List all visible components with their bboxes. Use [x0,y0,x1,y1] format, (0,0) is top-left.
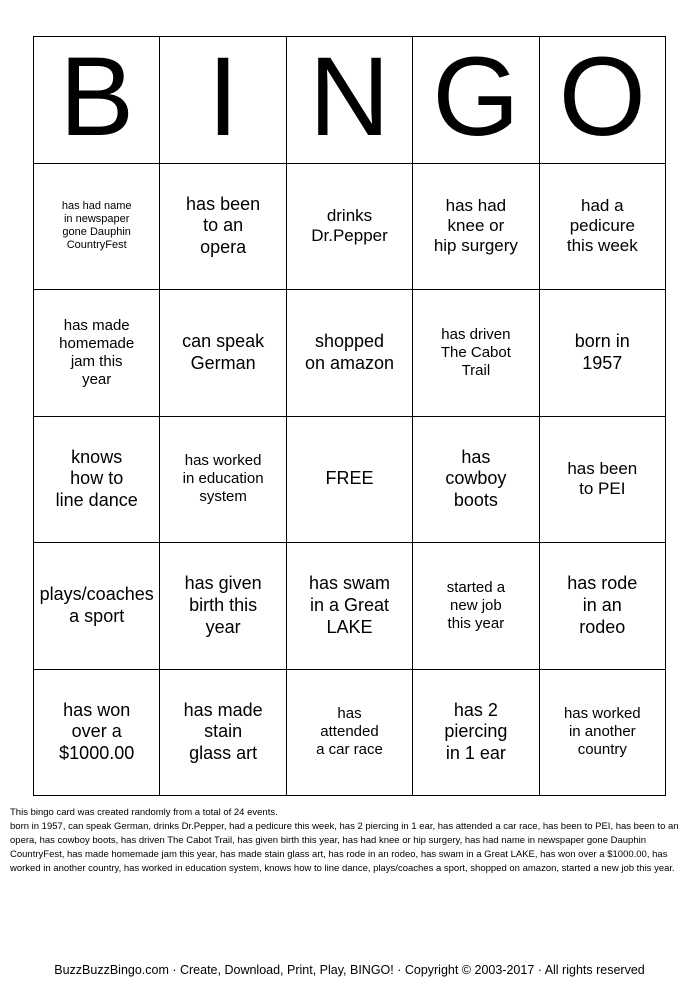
cell-text-line: born in [574,331,630,352]
cell-text-line: year [82,370,112,388]
cell-text-line: a sport [69,605,125,626]
cell-text-line: how to [70,468,124,489]
bingo-cell [34,164,160,291]
cell-text-line: has made [63,316,130,334]
cell-text [186,194,260,259]
bingo-cell [34,290,160,417]
cell-text [325,468,373,490]
cell-text [183,452,264,506]
cell-text-line: in a Great [309,594,389,615]
cell-text [575,331,630,374]
header-letter-text: O [558,37,646,159]
cell-text-line: shopped [314,331,385,352]
cell-text-line: has had name [61,199,132,212]
cell-text-line: has had [445,195,507,215]
header-letter-text: I [207,37,239,159]
cell-text-line: has made [183,699,263,720]
cell-text [567,459,637,500]
cell-text-line: jam this [70,352,123,370]
cell-text-line: new job [450,596,502,614]
cell-text-line: in another [568,723,636,741]
bingo-cell [413,290,539,417]
cell-text [567,196,638,257]
cell-text-line: Trail [461,361,491,379]
cell-text-line: cowboy [445,468,507,489]
cell-text-line: has worked [563,705,641,723]
cell-text-line: CountryFest [66,239,127,252]
bingo-cell [34,670,160,797]
header-letter-text: G [432,37,520,159]
cell-text [305,331,394,374]
cell-text-line: glass art [189,743,258,764]
bingo-cell [413,417,539,544]
cell-text-line: homemade [59,334,135,352]
cell-text-line: has worked [184,452,262,470]
cell-text [441,326,511,380]
cell-text-line: year [205,616,241,637]
cell-text-line: Dr.Pepper [311,226,388,246]
cell-text [182,331,264,374]
cell-text-line: started a [446,578,506,596]
card-notes [10,806,690,876]
cell-text-line: in education [182,470,264,488]
bingo-cell [413,670,539,797]
cell-text-line: German [190,352,256,373]
cell-text-line: The Cabot [440,343,511,361]
cell-text-line: has [337,705,362,723]
cell-text-line: over a [71,721,122,742]
cell-text-line: this year [447,614,505,632]
cell-text-line: piercing [444,721,508,742]
copyright-footer: BuzzBuzzBingo.com · Create, Download, Print, Play, BINGO! · Copyright © 2003-2017 · All rights reserved [54,963,645,977]
header-letter-g [413,37,539,164]
cell-text-line: $1000.00 [59,743,135,764]
cell-text [316,705,383,759]
cell-text-line: plays/coaches [39,584,154,605]
bingo-cell [160,290,286,417]
cell-text [59,700,134,765]
cell-text-line: rodeo [579,616,626,637]
header-letter-text: N [309,37,390,159]
free-space-cell [287,417,413,544]
bingo-cell [413,543,539,670]
bingo-cell [540,164,666,291]
header-letter-b [34,37,160,164]
bingo-cell [540,290,666,417]
cell-text-line: on amazon [304,352,395,373]
cell-text [309,573,390,638]
cell-text [185,573,262,638]
cell-text-line: knee or [447,216,505,236]
cell-text-line: LAKE [326,616,373,637]
cell-text-line: opera [200,237,247,258]
cell-text-line: has driven [441,325,511,343]
cell-text-line: a car race [316,741,383,759]
bingo-cell [287,164,413,291]
cell-text-line: has [461,446,491,467]
cell-text [564,705,641,759]
cell-text [62,200,132,253]
cell-text-line: knows [71,446,123,467]
cell-text-line: in 1 ear [445,743,506,764]
cell-text-line: has been [567,458,638,478]
cell-text-line: has won [63,699,131,720]
cell-text-line: 1957 [582,352,623,373]
events-list: born in 1957, can speak German, drinks Dr.Pepper, had a pedicure this week, has 2 piercing in 1 ear, has attended a car race, has been to PEI, has been to an opera, has cowboy boots, has driven The Cabot Trail, has given birth this year, has had knee or hip surgery, has had name in newspaper gone Dauphin CountryFest, has made homemade jam this year, has made stain glass art, has rode in an rodeo, has swam in a Great LAKE, has won over a $1000.00, has worked in another country, has worked in education system, knows how to line dance, plays/coaches a sport, shopped on amazon, started a new job this year. [10,821,679,874]
cell-text-line: has been [186,193,261,214]
cell-text-line: stain [204,721,243,742]
cell-text-line: boots [453,490,498,511]
header-letter-o [540,37,666,164]
header-letter-n [287,37,413,164]
cell-text-line: country [577,741,627,759]
events-summary: This bingo card was created randomly from a total of 24 events. [10,807,278,818]
cell-text [567,573,637,638]
cell-text-line: to PEI [579,479,626,499]
cell-text [447,579,505,633]
bingo-cell [413,164,539,291]
cell-text [40,584,154,627]
cell-text-line: this week [566,236,638,256]
cell-text-line: FREE [325,468,374,489]
cell-text [184,700,263,765]
cell-text [311,206,388,247]
cell-text-line: gone Dauphin [62,226,131,239]
cell-text-line: had a [581,195,624,215]
cell-text [444,700,507,765]
bingo-cell [287,290,413,417]
cell-text-line: pedicure [569,216,635,236]
cell-text-line: birth this [189,594,258,615]
cell-text-line: has swam [308,573,390,594]
cell-text-line: has 2 [453,699,498,720]
bingo-cell [160,164,286,291]
bingo-cell [160,670,286,797]
bingo-cell [160,417,286,544]
cell-text [59,317,134,389]
cell-text-line: system [199,488,247,506]
bingo-cell [34,417,160,544]
cell-text-line: can speak [182,331,265,352]
cell-text-line: to an [203,215,244,236]
cell-text-line: hip surgery [433,236,518,256]
cell-text-line: in newspaper [63,213,130,226]
cell-text-line: attended [320,723,379,741]
cell-text [445,447,506,512]
header-letter-i [160,37,286,164]
cell-text-line: has rode [567,573,638,594]
cell-text [434,196,518,257]
bingo-cell [287,543,413,670]
bingo-cell [540,670,666,797]
bingo-card [33,36,666,796]
bingo-cell [34,543,160,670]
cell-text-line: has given [184,573,262,594]
bingo-cell [540,417,666,544]
bingo-cell [160,543,286,670]
bingo-cell [287,670,413,797]
cell-text-line: line dance [55,490,138,511]
bingo-cell [540,543,666,670]
cell-text [56,447,138,512]
cell-text-line: drinks [326,205,373,225]
header-letter-text: B [59,37,135,159]
cell-text-line: in an [582,594,622,615]
